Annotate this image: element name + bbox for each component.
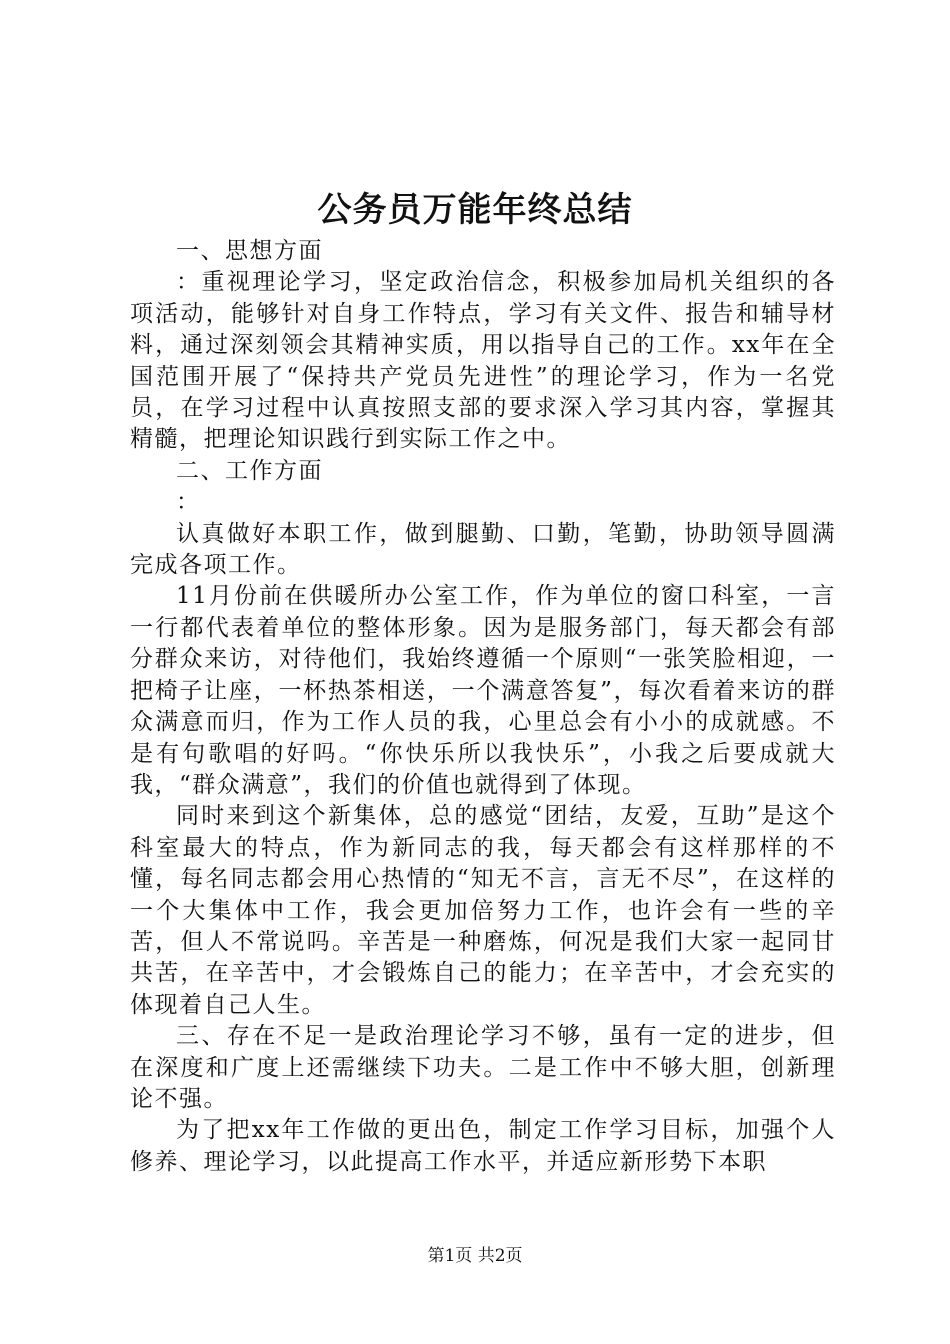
section-heading-work: 二、工作方面 (176, 457, 323, 484)
paragraph-goals: 为了把xx年工作做的更出色，制定工作学习目标，加强个人修养、理论学习，以此提高工作水平，并适应新形势下本职 (130, 1117, 836, 1175)
paragraph-colon: ： (176, 489, 201, 516)
paragraph-duty: 认真做好本职工作，做到腿勤、口勤，笔勤，协助领导圆满完成各项工作。 (130, 520, 836, 579)
paragraph-collective: 同时来到这个新集体，总的感觉“团结，友爱，互助”是这个科室最大的特点，作为新同志的我，每天都会有这样那样的不懂，每名同志都会用心热情的“知无不言，言无不尽”，在这样的一个大集体中工作，我会更加倍努力工作，也许会有一些的辛苦，但人不常说吗。辛苦是一种磨炼，何况是我们大家一起同甘共苦，在辛苦中，才会锻炼自己的能力；在辛苦中，才会充实的体现着自己人生。 (130, 803, 836, 1018)
section-heading-thought: 一、思想方面 (176, 238, 323, 264)
paragraph-shortcomings: 三、存在不足一是政治理论学习不够，虽有一定的进步，但在深度和广度上还需继续下功夫。二是工作中不够大胆，创新理论不强。 (130, 1023, 836, 1112)
document-body (130, 236, 836, 1178)
paragraph-office: 11月份前在供暖所办公室工作，作为单位的窗口科室，一言一行都代表着单位的整体形象。因为是服务部门，每天都会有部分群众来访，对待他们，我始终遵循一个原则“一张笑脸相迎，一把椅子让座，一杯热茶相送，一个满意答复”，每次看着来访的群众满意而归，作为工作人员的我，心里总会有小小的成就感。不是有句歌唱的好吗。“你快乐所以我快乐”，小我之后要成就大我，“群众满意”，我们的价值也就得到了体现。 (130, 583, 836, 798)
paragraph-thought: ：重视理论学习，坚定政治信念，积极参加局机关组织的各项活动，能够针对自身工作特点，学习有关文件、报告和辅导材料，通过深刻领会其精神实质，用以指导自己的工作。xx年在全国范围开展了“保持共产党员先进性”的理论学习，作为一名党员，在学习过程中认真按照支部的要求深入学习其内容，掌握其精髓，把理论知识践行到实际工作之中。 (130, 269, 836, 453)
document-title: 公务员万能年终总结 (317, 190, 633, 230)
page-footer: 第1页 共2页 (427, 1246, 523, 1266)
